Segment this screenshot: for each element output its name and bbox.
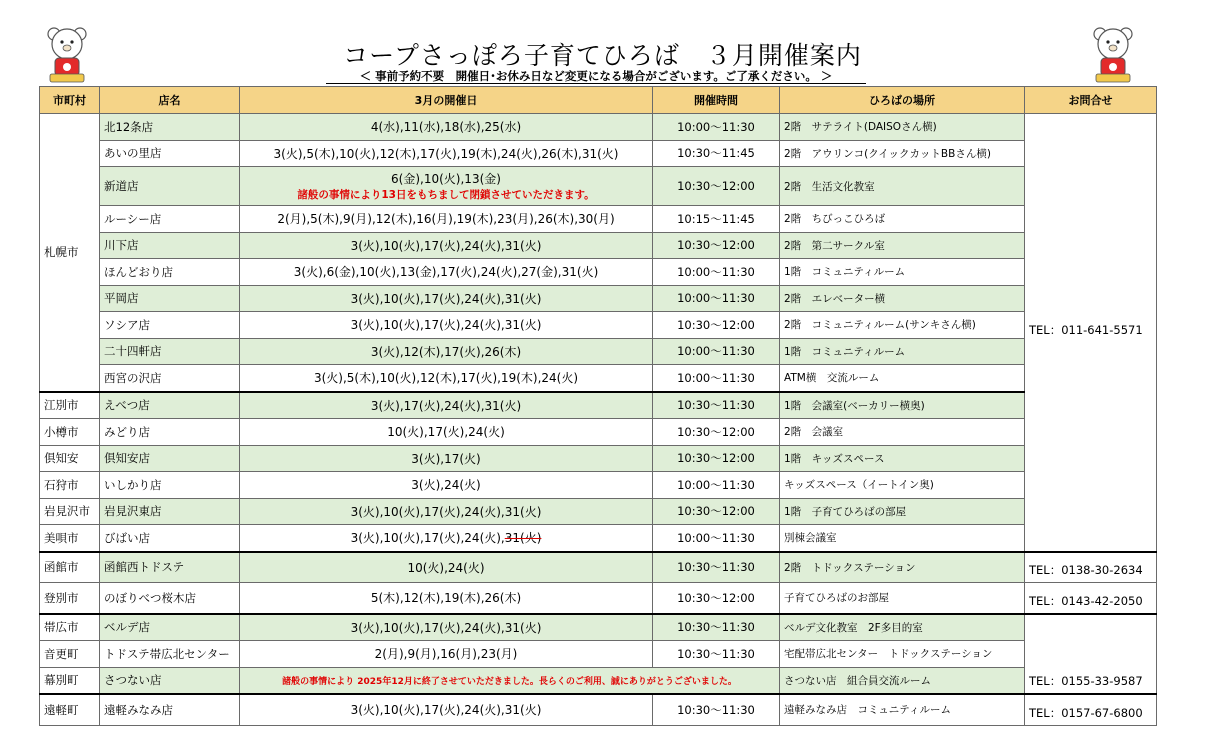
dates-cell: 3(火),10(火),17(火),24(火),31(火) bbox=[240, 498, 653, 525]
table-row bbox=[40, 206, 1157, 233]
table-row bbox=[40, 525, 1157, 552]
contact-cell: TEL：0157-67-6800 bbox=[1025, 694, 1157, 725]
time-cell: 10:30～11:30 bbox=[653, 694, 780, 725]
dates-cell: 4(水),11(水),18(水),25(水) bbox=[240, 114, 653, 141]
header-store: 店名 bbox=[100, 87, 240, 114]
place-cell: 1階 キッズスペース bbox=[780, 445, 1025, 472]
table-header-row bbox=[40, 87, 1157, 114]
store-cell: 倶知安店 bbox=[100, 445, 240, 472]
dates-cell: 2(月),9(月),16(月),23(月) bbox=[240, 641, 653, 668]
time-cell: 10:00～11:30 bbox=[653, 338, 780, 365]
time-cell: 10:30～12:00 bbox=[653, 312, 780, 339]
header-contact: お問合せ bbox=[1025, 87, 1157, 114]
page-title: コープさっぽろ子育てひろば ３月開催案内 bbox=[343, 41, 862, 70]
table-row bbox=[40, 312, 1157, 339]
store-cell: トドステ帯広北センター bbox=[100, 641, 240, 668]
place-cell: 2階 サテライト(DAISOさん横) bbox=[780, 114, 1025, 141]
place-cell: ベルデ文化教室 2F多目的室 bbox=[780, 614, 1025, 641]
place-cell: 子育てひろばのお部屋 bbox=[780, 583, 1025, 614]
page-subtitle: ＜ 事前予約不要 開催日･お休み日など変更になる場合がございます。ご了承ください。 ＞ bbox=[326, 69, 866, 84]
city-cell: 函館市 bbox=[40, 552, 100, 583]
dates-cell: 3(火),6(金),10(火),13(金),17(火),24(火),27(金),31(火) bbox=[240, 259, 653, 286]
time-cell: 10:00～11:30 bbox=[653, 472, 780, 499]
dates-cell bbox=[240, 167, 653, 206]
place-cell: 1階 コミュニティルーム bbox=[780, 338, 1025, 365]
table-row bbox=[40, 140, 1157, 167]
table-row bbox=[40, 445, 1157, 472]
store-cell: ルーシー店 bbox=[100, 206, 240, 233]
place-cell: 2階 トドックステーション bbox=[780, 552, 1025, 583]
city-cell: 幕別町 bbox=[40, 667, 100, 694]
dates-cell: 3(火),10(火),17(火),24(火),31(火) bbox=[240, 285, 653, 312]
dates-cell: 10(火),24(火) bbox=[240, 552, 653, 583]
table-row bbox=[40, 365, 1157, 392]
place-cell: 遠軽みなみ店 コミュニティルーム bbox=[780, 694, 1025, 725]
table-row bbox=[40, 232, 1157, 259]
store-cell: 西宮の沢店 bbox=[100, 365, 240, 392]
store-cell: 函館西トドステ bbox=[100, 552, 240, 583]
city-cell: 美唄市 bbox=[40, 525, 100, 552]
dates-cell bbox=[240, 525, 653, 552]
dates-text: 3(火),10(火),17(火),24(火), bbox=[350, 531, 505, 546]
table-row bbox=[40, 419, 1157, 446]
time-cell: 10:30～11:45 bbox=[653, 140, 780, 167]
city-cell: 倶知安 bbox=[40, 445, 100, 472]
place-cell: 1階 コミュニティルーム bbox=[780, 259, 1025, 286]
store-cell: いしかり店 bbox=[100, 472, 240, 499]
header-dates: 3月の開催日 bbox=[240, 87, 653, 114]
place-cell: 1階 会議室(ベーカリー横奥) bbox=[780, 392, 1025, 419]
time-cell: 10:00～11:30 bbox=[653, 259, 780, 286]
time-cell: 10:30～12:00 bbox=[653, 167, 780, 206]
place-cell: ATM横 交流ルーム bbox=[780, 365, 1025, 392]
time-cell: 10:30～11:30 bbox=[653, 392, 780, 419]
dates-cell: 3(火),5(木),10(火),12(木),17(火),19(木),24(火),26(木),31(火) bbox=[240, 140, 653, 167]
store-cell: みどり店 bbox=[100, 419, 240, 446]
city-cell: 石狩市 bbox=[40, 472, 100, 499]
time-cell: 10:30～11:30 bbox=[653, 614, 780, 641]
table-row bbox=[40, 167, 1157, 206]
store-cell: のぼりべつ桜木店 bbox=[100, 583, 240, 614]
city-cell: 帯広市 bbox=[40, 614, 100, 641]
table-row bbox=[40, 472, 1157, 499]
dates-cell: 3(火),12(木),17(火),26(木) bbox=[240, 338, 653, 365]
city-cell: 登別市 bbox=[40, 583, 100, 614]
table-row bbox=[40, 552, 1157, 583]
store-cell: ソシア店 bbox=[100, 312, 240, 339]
time-cell: 10:00～11:30 bbox=[653, 525, 780, 552]
dates-cell: 2(月),5(木),9(月),12(木),16(月),19(木),23(月),26(木),30(月) bbox=[240, 206, 653, 233]
place-cell: 2階 エレベーター横 bbox=[780, 285, 1025, 312]
dates-cell: 3(火),10(火),17(火),24(火),31(火) bbox=[240, 694, 653, 725]
store-cell: 岩見沢東店 bbox=[100, 498, 240, 525]
closing-notice: 諸般の事情により13日をもちまして閉鎖させていただきます。 bbox=[297, 189, 595, 201]
store-cell: ほんどおり店 bbox=[100, 259, 240, 286]
contact-cell: TEL：011-641-5571 bbox=[1025, 114, 1157, 552]
table-row bbox=[40, 392, 1157, 419]
place-cell: 宅配帯広北センター トドックステーション bbox=[780, 641, 1025, 668]
store-cell: 二十四軒店 bbox=[100, 338, 240, 365]
schedule-table bbox=[39, 86, 1157, 726]
time-cell: 10:30～11:30 bbox=[653, 641, 780, 668]
table-row bbox=[40, 338, 1157, 365]
city-cell: 遠軽町 bbox=[40, 694, 100, 725]
contact-cell: TEL：0143-42-2050 bbox=[1025, 583, 1157, 614]
place-cell: 2階 生活文化教室 bbox=[780, 167, 1025, 206]
dates-cell: 3(火),5(木),10(火),12(木),17(火),19(木),24(火) bbox=[240, 365, 653, 392]
time-cell: 10:00～11:30 bbox=[653, 114, 780, 141]
city-cell: 小樽市 bbox=[40, 419, 100, 446]
store-cell: 新道店 bbox=[100, 167, 240, 206]
time-cell: 10:30～11:30 bbox=[653, 552, 780, 583]
place-cell: 2階 第二サークル室 bbox=[780, 232, 1025, 259]
place-cell: キッズスペース（イートイン奥) bbox=[780, 472, 1025, 499]
closing-notice-text: 諸般の事情により 2025年12月に終了させていただきました。長らくのご利用、誠にありがとうございました。 bbox=[282, 677, 737, 688]
dates-cell: 10(火),17(火),24(火) bbox=[240, 419, 653, 446]
city-cell: 岩見沢市 bbox=[40, 498, 100, 525]
store-cell: 平岡店 bbox=[100, 285, 240, 312]
store-cell: 遠軽みなみ店 bbox=[100, 694, 240, 725]
table-row bbox=[40, 583, 1157, 614]
dates-cell: 3(火),10(火),17(火),24(火),31(火) bbox=[240, 614, 653, 641]
dates-cell: 3(火),10(火),17(火),24(火),31(火) bbox=[240, 232, 653, 259]
table-row bbox=[40, 641, 1157, 668]
time-cell: 10:15～11:45 bbox=[653, 206, 780, 233]
place-cell: 2階 ちびっこひろば bbox=[780, 206, 1025, 233]
cancelled-date: 31(火) bbox=[504, 531, 542, 546]
table-row bbox=[40, 285, 1157, 312]
table-row bbox=[40, 259, 1157, 286]
store-cell: びばい店 bbox=[100, 525, 240, 552]
store-cell: 川下店 bbox=[100, 232, 240, 259]
table-row bbox=[40, 498, 1157, 525]
dates-cell: 3(火),24(火) bbox=[240, 472, 653, 499]
table-row bbox=[40, 614, 1157, 641]
dates-cell: 3(火),10(火),17(火),24(火),31(火) bbox=[240, 312, 653, 339]
header-time: 開催時間 bbox=[653, 87, 780, 114]
place-cell: 1階 子育てひろばの部屋 bbox=[780, 498, 1025, 525]
contact-cell: TEL：0155-33-9587 bbox=[1025, 614, 1157, 695]
time-cell: 10:30～12:00 bbox=[653, 419, 780, 446]
dates-text: 6(金),10(火),13(金) bbox=[391, 172, 501, 186]
place-cell: 別棟会議室 bbox=[780, 525, 1025, 552]
table-row bbox=[40, 667, 1157, 694]
dates-cell: 3(火),17(火),24(火),31(火) bbox=[240, 392, 653, 419]
place-cell: 2階 会議室 bbox=[780, 419, 1025, 446]
table-row bbox=[40, 694, 1157, 725]
place-cell: 2階 アウリンコ(クイックカットBBさん横) bbox=[780, 140, 1025, 167]
header-city: 市町村 bbox=[40, 87, 100, 114]
store-cell: えべつ店 bbox=[100, 392, 240, 419]
dates-cell: 5(木),12(木),19(木),26(木) bbox=[240, 583, 653, 614]
store-cell: あいの里店 bbox=[100, 140, 240, 167]
header-place: ひろばの場所 bbox=[780, 87, 1025, 114]
time-cell: 10:00～11:30 bbox=[653, 285, 780, 312]
contact-cell: TEL：0138-30-2634 bbox=[1025, 552, 1157, 583]
time-cell: 10:30～12:00 bbox=[653, 583, 780, 614]
table-row bbox=[40, 114, 1157, 141]
place-cell: 2階 コミュニティルーム(サンキさん横) bbox=[780, 312, 1025, 339]
closing-notice bbox=[240, 667, 780, 694]
time-cell: 10:00～11:30 bbox=[653, 365, 780, 392]
place-cell: さつない店 組合員交流ルーム bbox=[780, 667, 1025, 694]
city-cell: 音更町 bbox=[40, 641, 100, 668]
dates-cell: 3(火),17(火) bbox=[240, 445, 653, 472]
time-cell: 10:30～12:00 bbox=[653, 498, 780, 525]
city-cell: 江別市 bbox=[40, 392, 100, 419]
city-cell: 札幌市 bbox=[40, 114, 100, 392]
store-cell: さつない店 bbox=[100, 667, 240, 694]
time-cell: 10:30～12:00 bbox=[653, 445, 780, 472]
store-cell: ベルデ店 bbox=[100, 614, 240, 641]
time-cell: 10:30～12:00 bbox=[653, 232, 780, 259]
store-cell: 北12条店 bbox=[100, 114, 240, 141]
